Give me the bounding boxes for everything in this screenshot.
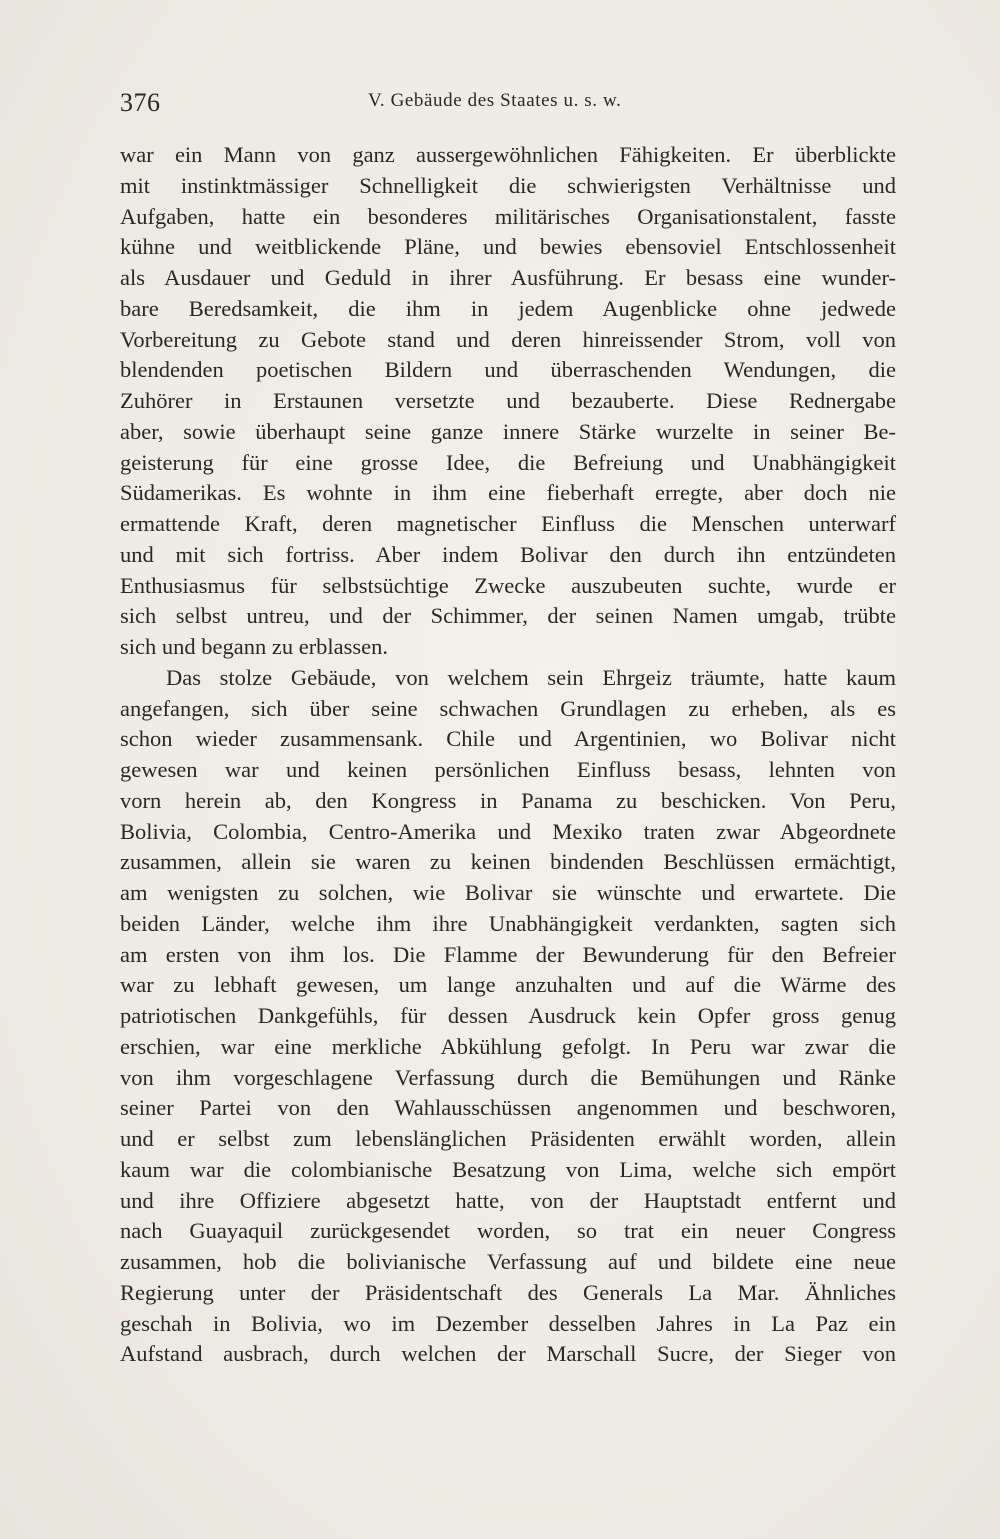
text-line: Bolivia, Colombia, Centro-Amerika und Mexiko traten zwar Abgeordnete: [120, 818, 896, 844]
text-line: vorn herein ab, den Kongress in Panama zu beschicken. Von Peru,: [120, 787, 896, 813]
text-line: gewesen war und keinen persönlichen Einfluss besass, lehnten von: [120, 757, 896, 782]
text-line: bare Beredsamkeit, die ihm in jedem Augenblicke ohne jedwede: [120, 295, 896, 321]
text-line: nach Guayaquil zurückgesendet worden, so trat ein neuer Congress: [120, 1218, 896, 1244]
paragraph-end-line: sich und begann zu erblassen.: [120, 634, 389, 659]
text-line: geschah in Bolivia, wo im Dezember desselben Jahres in La Paz ein: [120, 1310, 896, 1336]
page-header: [120, 88, 895, 118]
text-line: seiner Partei von den Wahlausschüssen angenommen und beschworen,: [120, 1095, 896, 1121]
text-line: angefangen, sich über seine schwachen Grundlagen zu erheben, als es: [120, 695, 896, 721]
text-line: Südamerikas. Es wohnte in ihm eine fieberhaft erregte, aber doch nie: [120, 480, 896, 506]
text-line: war ein Mann von ganz aussergewöhnlichen Fähigkeiten. Er überblickte: [120, 142, 896, 167]
text-line: kühne und weitblickende Pläne, und bewies ebensoviel Entschlossenheit: [120, 234, 896, 260]
page-number: 376: [120, 88, 161, 117]
text-line: sich selbst untreu, und der Schimmer, der seinen Namen umgab, trübte: [120, 603, 896, 629]
text-line: schon wieder zusammensank. Chile und Argentinien, wo Bolivar nicht: [120, 726, 896, 752]
text-line: Aufgaben, hatte ein besonderes militärisches Organisationstalent, fasste: [120, 203, 896, 229]
text-line: Enthusiasmus für selbstsüchtige Zwecke auszubeuten suchte, wurde er: [120, 572, 896, 598]
text-line: Vorbereitung zu Gebote stand und deren hinreissender Strom, voll von: [120, 326, 896, 352]
text-line: und mit sich fortriss. Aber indem Bolivar den durch ihn entzündeten: [120, 541, 896, 567]
text-line: Regierung unter der Präsidentschaft des Generals La Mar. Ähnliches: [120, 1279, 896, 1305]
text-line: und er selbst zum lebenslänglichen Präsidenten erwählt worden, allein: [120, 1126, 896, 1151]
paragraph-start-line: Das stolze Gebäude, von welchem sein Ehrgeiz träumte, hatte kaum: [166, 664, 896, 690]
text-line: aber, sowie überhaupt seine ganze innere Stärke wurzelte in seiner Be-: [120, 418, 896, 444]
text-line: am ersten von ihm los. Die Flamme der Bewunderung für den Befreier: [120, 941, 896, 967]
text-line: zusammen, hob die bolivianische Verfassung auf und bildete eine neue: [120, 1249, 896, 1274]
text-line: geisterung für eine grosse Idee, die Befreiung und Unabhängigkeit: [120, 449, 896, 475]
text-line: und ihre Offiziere abgesetzt hatte, von der Hauptstadt entfernt und: [120, 1187, 896, 1213]
text-line: war zu lebhaft gewesen, um lange anzuhalten und auf die Wärme des: [120, 972, 896, 998]
text-line: zusammen, allein sie waren zu keinen bindenden Beschlüssen ermächtigt,: [120, 849, 896, 875]
running-head: V. Gebäude des Staates u. s. w.: [368, 90, 622, 111]
text-line: kaum war die colombianische Besatzung von Lima, welche sich empört: [120, 1156, 896, 1182]
text-line: als Ausdauer und Geduld in ihrer Ausführung. Er besass eine wunder-: [120, 265, 896, 290]
text-line: am wenigsten zu solchen, wie Bolivar sie wünschte und erwartete. Die: [120, 880, 896, 905]
text-line: blendenden poetischen Bildern und überraschenden Wendungen, die: [120, 357, 896, 383]
text-line: mit instinktmässiger Schnelligkeit die schwierigsten Verhältnisse und: [120, 172, 896, 198]
text-line: von ihm vorgeschlagene Verfassung durch die Bemühungen und Ränke: [120, 1064, 896, 1090]
text-line: ermattende Kraft, deren magnetischer Einfluss die Menschen unterwarf: [120, 511, 896, 536]
text-line: erschien, war eine merkliche Abkühlung gefolgt. In Peru war zwar die: [120, 1033, 896, 1059]
text-line: Aufstand ausbrach, durch welchen der Marschall Sucre, der Sieger von: [120, 1341, 896, 1367]
text-line: beiden Länder, welche ihm ihre Unabhängigkeit verdankten, sagten sich: [120, 910, 896, 936]
text-line: patriotischen Dankgefühls, für dessen Ausdruck kein Opfer gross genug: [120, 1003, 896, 1028]
text-line: Zuhörer in Erstaunen versetzte und bezauberte. Diese Rednergabe: [120, 388, 896, 413]
body-text: [120, 140, 896, 1370]
